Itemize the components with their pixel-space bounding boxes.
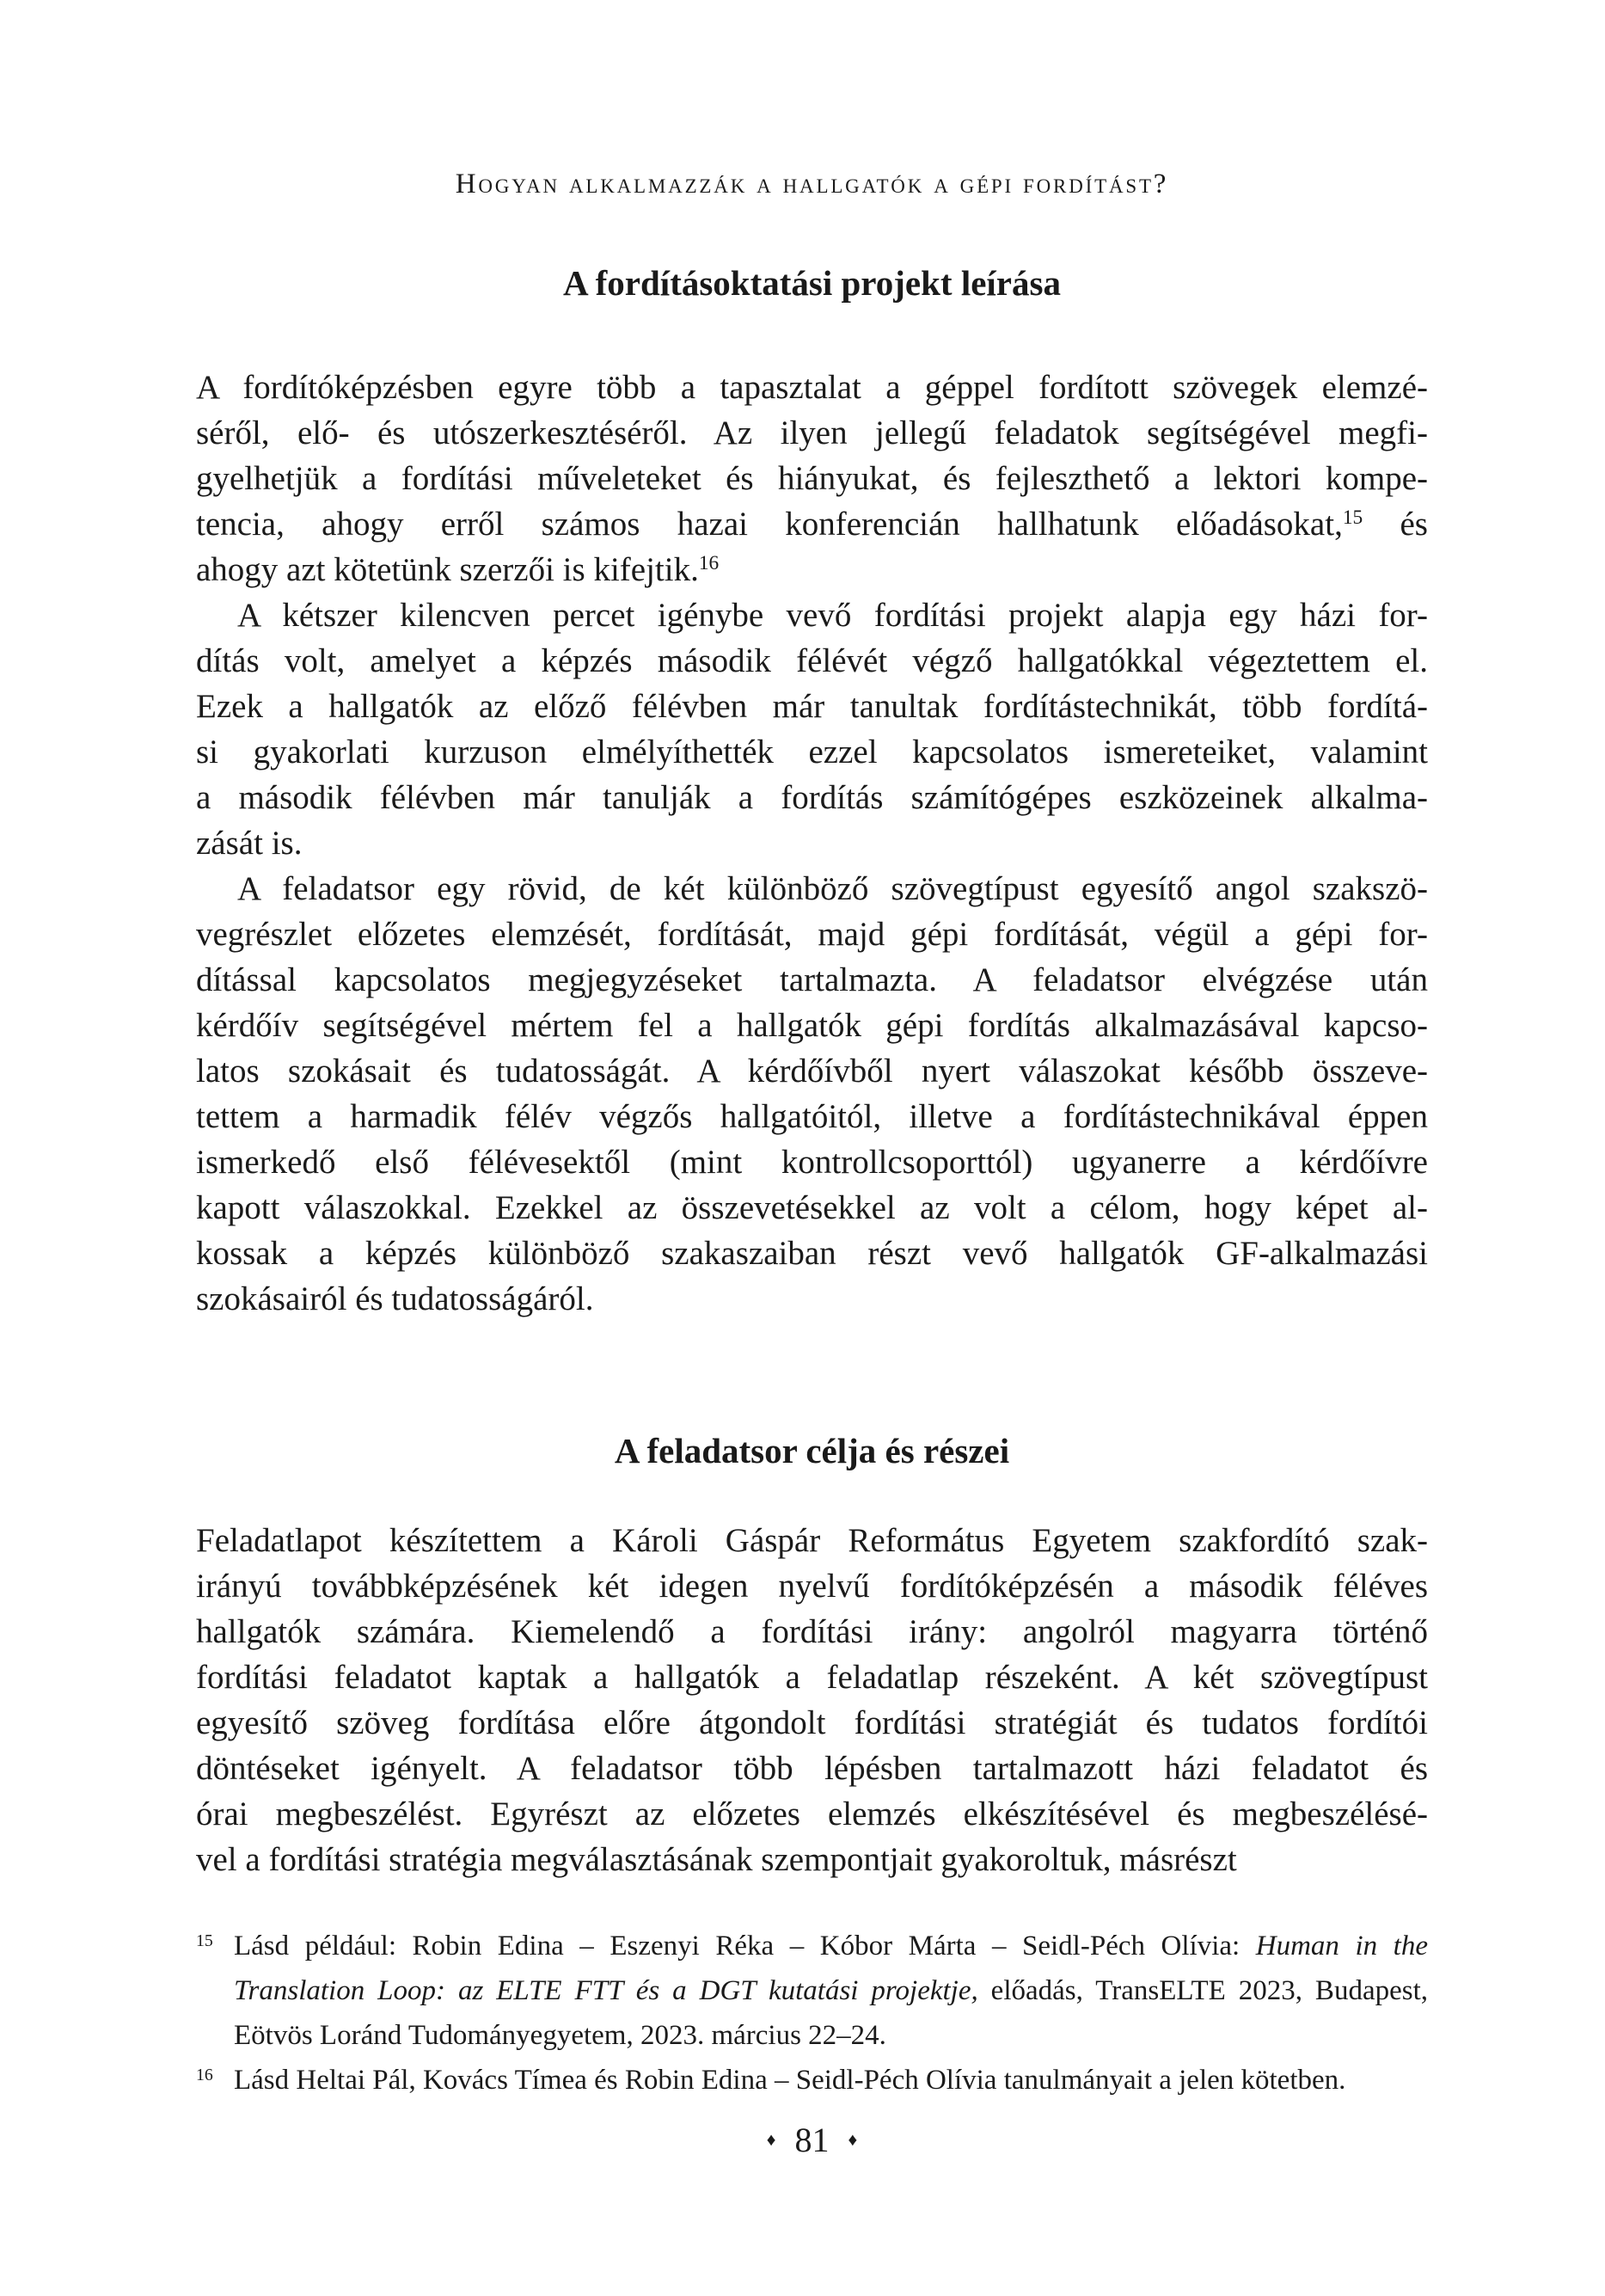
footnote xyxy=(196,2058,1428,2103)
text-segment: előadás, TransELTE 2023, Budapest, xyxy=(977,1975,1428,2006)
text-segment: vel a fordítási stratégia megválasztásának szempontjait gyakoroltuk, másrészt xyxy=(196,1841,1237,1878)
text-segment: Lásd Heltai Pál, Kovács Tímea és Robin Edina – Seidl-Péch Olívia tanulmányait a jelen kötetben. xyxy=(234,2065,1346,2096)
text-line xyxy=(196,1048,1428,1094)
text-line xyxy=(196,638,1428,684)
paragraph xyxy=(196,365,1428,592)
footnote-line xyxy=(234,2058,1428,2103)
text-line xyxy=(196,1654,1428,1700)
footnote xyxy=(196,1924,1428,2058)
text-line xyxy=(196,1746,1428,1791)
text-segment: kapott válaszokkal. Ezekkel az összevetésekkel az volt a célom, hogy képet al- xyxy=(196,1189,1428,1226)
text-segment: tettem a harmadik félév végzős hallgatóitól, illetve a fordítástechnikával éppen xyxy=(196,1098,1428,1135)
folio-right-ornament-icon: ♦ xyxy=(848,2129,858,2150)
text-segment: Eötvös Loránd Tudományegyetem, 2023. március 22–24. xyxy=(234,2020,886,2051)
text-segment: tencia, ahogy erről számos hazai konferencián hallhatunk előadásokat, xyxy=(196,506,1343,543)
running-header: Hogyan alkalmazzák a hallgatók a gépi fordítást? xyxy=(455,169,1169,200)
text-segment: séről, elő- és utószerkesztéséről. Az ilyen jellegű feladatok segítségével megfi- xyxy=(196,414,1428,451)
text-segment: Ezek a hallgatók az előző félévben már tanultak fordítástechnikát, több fordítá- xyxy=(196,688,1428,725)
folio-left-ornament-icon: ♦ xyxy=(766,2129,776,2150)
text-segment: A feladatsor egy rövid, de két különböző szövegtípust egyesítő angol szakszö- xyxy=(237,870,1428,907)
section-2-paragraphs xyxy=(196,1518,1428,1882)
text-segment: si gyakorlati kurzuson elmélyíthették ezzel kapcsolatos ismereteiket, valamint xyxy=(196,734,1428,770)
text-line xyxy=(196,365,1428,410)
footnote-marker xyxy=(196,1924,234,1968)
text-segment: vegrészlet előzetes elemzését, fordítását, majd gépi fordítását, végül a gépi for- xyxy=(196,916,1428,953)
footnote-reference: 16 xyxy=(698,552,720,575)
section-heading-task-goals: A feladatsor célja és részei xyxy=(614,1431,1010,1470)
text-line xyxy=(196,547,1428,592)
footnote-marker-number: 16 xyxy=(196,2066,213,2085)
text-line xyxy=(196,957,1428,1003)
footnote-line xyxy=(234,1968,1428,2013)
text-segment: ahogy azt kötetünk szerzői is kifejtik. xyxy=(196,551,699,588)
text-line xyxy=(196,729,1428,775)
text-line xyxy=(196,1231,1428,1276)
text-line xyxy=(196,820,1428,866)
paragraph xyxy=(196,866,1428,1322)
section-heading-project-description: A fordításoktatási projekt leírása xyxy=(563,263,1061,303)
text-line xyxy=(196,866,1428,912)
text-line xyxy=(196,684,1428,729)
text-line xyxy=(196,1139,1428,1185)
text-line xyxy=(196,456,1428,501)
text-line xyxy=(196,1700,1428,1746)
text-segment: zását is. xyxy=(196,825,303,862)
footnote-text xyxy=(234,1924,1428,2058)
text-line xyxy=(196,1837,1428,1882)
paragraph xyxy=(196,1518,1428,1882)
text-segment: egyesítő szöveg fordítása előre átgondolt fordítási stratégiát és tudatos fordítói xyxy=(196,1704,1428,1741)
text-line xyxy=(196,912,1428,957)
paragraph xyxy=(196,592,1428,866)
text-segment: gyelhetjük a fordítási műveleteket és hiányukat, és fejleszthető a lektori kompe- xyxy=(196,460,1428,497)
footnotes xyxy=(196,1924,1428,2103)
italic-text: Translation Loop: az ELTE FTT és a DGT kutatási projektje, xyxy=(234,1975,978,2006)
text-line xyxy=(196,1185,1428,1231)
footnote-line xyxy=(234,1924,1428,1968)
text-segment: kossak a képzés különböző szakaszaiban részt vevő hallgatók GF-alkalmazási xyxy=(196,1235,1428,1272)
text-line xyxy=(196,1518,1428,1563)
page-number xyxy=(196,2120,1428,2166)
footnote-marker-number: 15 xyxy=(196,1931,213,1951)
text-segment: Feladatlapot készítettem a Károli Gáspár Református Egyetem szakfordító szak- xyxy=(196,1522,1428,1559)
text-segment: kérdőív segítségével mértem fel a hallgatók gépi fordítás alkalmazásával kapcso- xyxy=(196,1007,1428,1044)
text-segment: Lásd például: Robin Edina – Eszenyi Réka – Kóbor Márta – Seidl-Péch Olívia: xyxy=(234,1931,1256,1961)
text-segment: órai megbeszélést. Egyrészt az előzetes elemzés elkészítésével és megbeszélésé- xyxy=(196,1796,1428,1833)
footnote-text xyxy=(234,2058,1428,2103)
text-line xyxy=(196,410,1428,456)
text-segment: a második félévben már tanulják a fordítás számítógépes eszközeinek alkalma- xyxy=(196,779,1428,816)
text-segment: ismerkedő első félévesektől (mint kontrollcsoporttól) ugyanerre a kérdőívre xyxy=(196,1144,1428,1181)
text-segment: és xyxy=(1363,506,1428,543)
text-segment: A fordítóképzésben egyre több a tapasztalat a géppel fordított szövegek elemzé- xyxy=(196,369,1428,406)
text-segment: fordítási feladatot kaptak a hallgatók a feladatlap részeként. A két szövegtípust xyxy=(196,1659,1428,1696)
text-line xyxy=(196,1094,1428,1139)
text-line xyxy=(196,592,1428,638)
text-line xyxy=(196,1609,1428,1654)
text-line xyxy=(196,775,1428,820)
footnote-reference: 15 xyxy=(1342,506,1363,530)
footnote-marker xyxy=(196,2058,234,2103)
text-segment: hallgatók számára. Kiemelendő a fordítási irány: angolról magyarra történő xyxy=(196,1613,1428,1650)
text-line xyxy=(196,501,1428,547)
footnote-line xyxy=(234,2013,1428,2058)
text-line xyxy=(196,1563,1428,1609)
text-line xyxy=(196,1276,1428,1322)
text-segment: döntéseket igényelt. A feladatsor több lépésben tartalmazott házi feladatot és xyxy=(196,1750,1428,1787)
text-segment: szokásairól és tudatosságáról. xyxy=(196,1280,594,1317)
section-1-paragraphs xyxy=(196,365,1428,1322)
text-segment: dítással kapcsolatos megjegyzéseket tartalmazta. A feladatsor elvégzése után xyxy=(196,961,1428,998)
text-segment: A kétszer kilencven percet igénybe vevő fordítási projekt alapja egy házi for- xyxy=(237,597,1428,634)
text-segment: latos szokásait és tudatosságát. A kérdőívből nyert válaszokat később összeve- xyxy=(196,1053,1428,1090)
folio-number: 81 xyxy=(794,2121,830,2159)
text-line xyxy=(196,1003,1428,1048)
text-line xyxy=(196,1791,1428,1837)
italic-text: Human in the xyxy=(1255,1931,1428,1961)
text-segment: irányú továbbképzésének két idegen nyelvű fordítóképzésén a második féléves xyxy=(196,1568,1428,1605)
text-segment: dítás volt, amelyet a képzés második félévét végző hallgatókkal végeztettem el. xyxy=(196,642,1428,679)
